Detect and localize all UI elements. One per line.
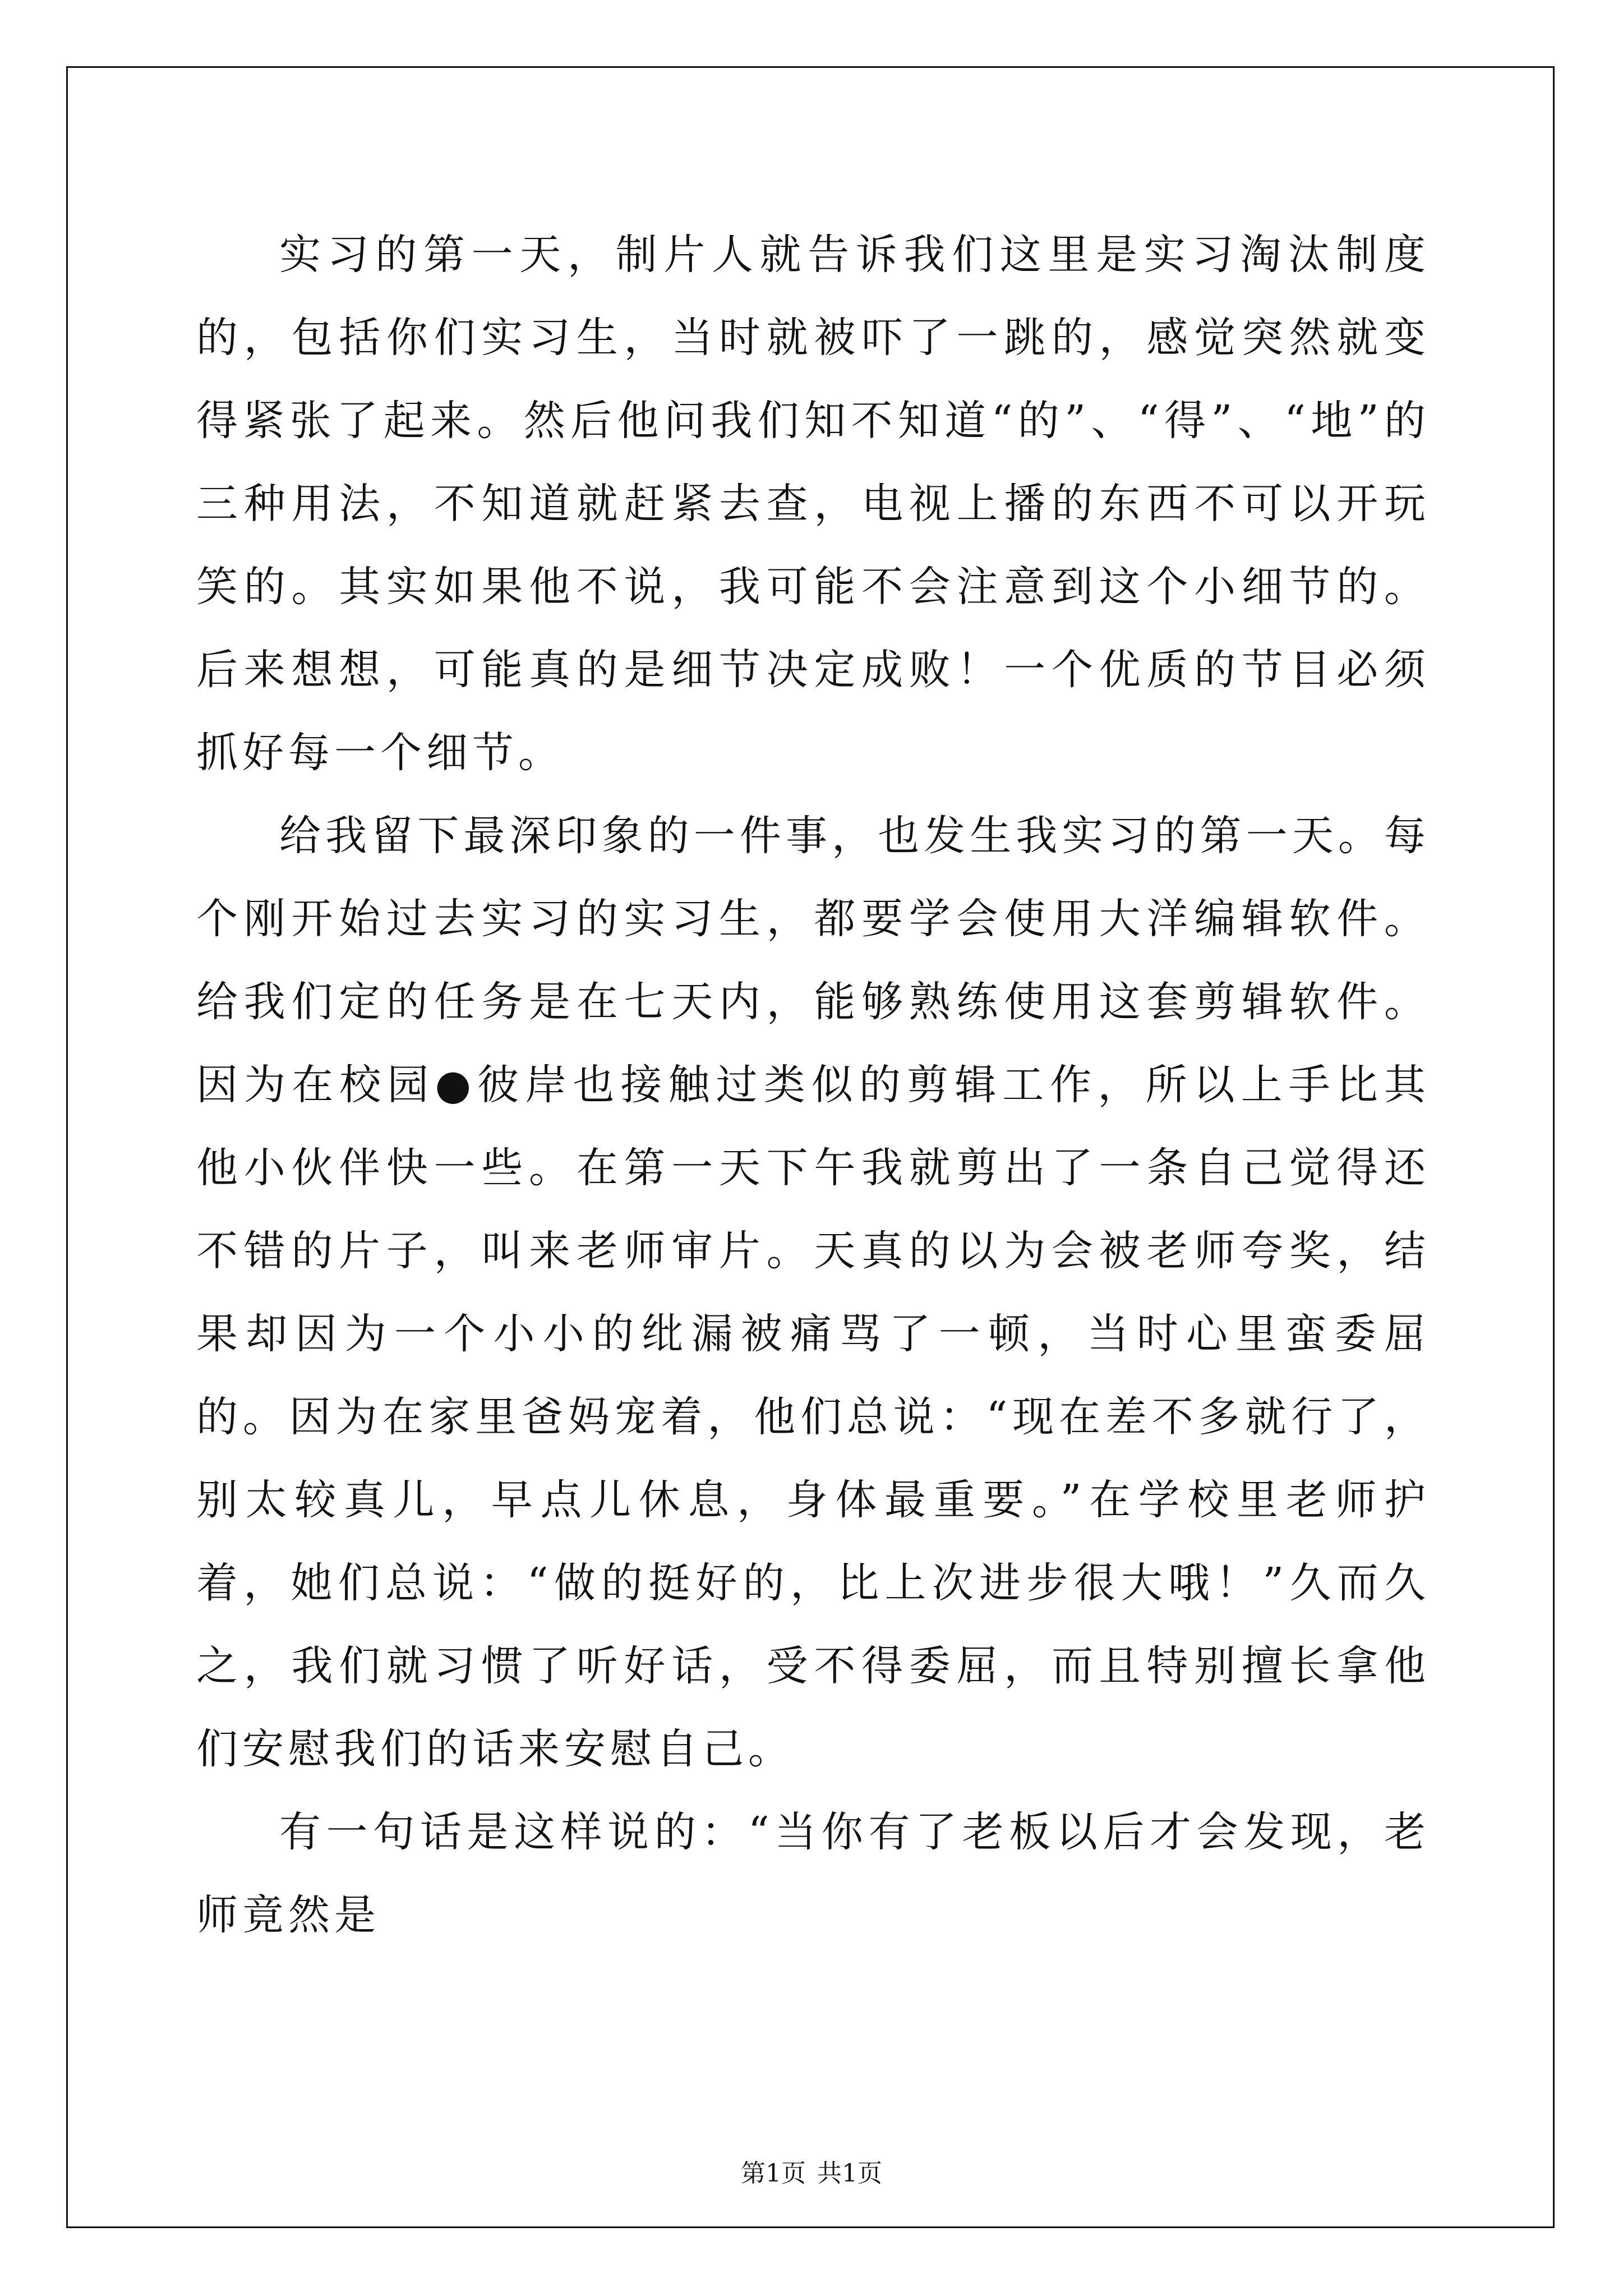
page-number-current: 第1页	[741, 2159, 806, 2188]
paragraph-1: 实习的第一天，制片人就告诉我们这里是实习淘汰制度的，包括你们实习生，当时就被吓了一跳的，感觉突然就变得紧张了起来。然后他问我们知不知道“的”、“得”、“地”的三种用法，不知道就赶紧去查，电视上播的东西不可以开玩笑的。其实如果他不说，我可能不会注意到这个小细节的。后来想想，可能真的是细节决定成败！一个优质的节目必须抓好每一个细节。	[196, 231, 1430, 777]
document-body	[196, 213, 1430, 1957]
paragraph-2: 给我留下最深印象的一件事，也发生我实习的第一天。每个刚开始过去实习的实习生，都要学会使用大洋编辑软件。给我们定的任务是在七天内，能够熟练使用这套剪辑软件。因为在校园●彼岸也接触过类似的剪辑工作，所以上手比其他小伙伴快一些。在第一天下午我就剪出了一条自己觉得还不错的片子，叫来老师审片。天真的以为会被老师夸奖，结果却因为一个小小的纰漏被痛骂了一顿，当时心里蛮委屈的。因为在家里爸妈宠着，他们总说：“现在差不多就行了，别太较真儿，早点儿休息，身体最重要。”在学校里老师护着，她们总说：“做的挺好的，比上次进步很大哦！”久而久之，我们就习惯了听好话，受不得委屈，而且特别擅长拿他们安慰我们的话来安慰自己。	[196, 812, 1430, 1773]
page-footer	[0, 2153, 1623, 2189]
paragraph-3: 有一句话是这样说的：“当你有了老板以后才会发现，老师竟然是	[196, 1808, 1430, 1939]
page-number-total: 共1页	[817, 2159, 882, 2188]
